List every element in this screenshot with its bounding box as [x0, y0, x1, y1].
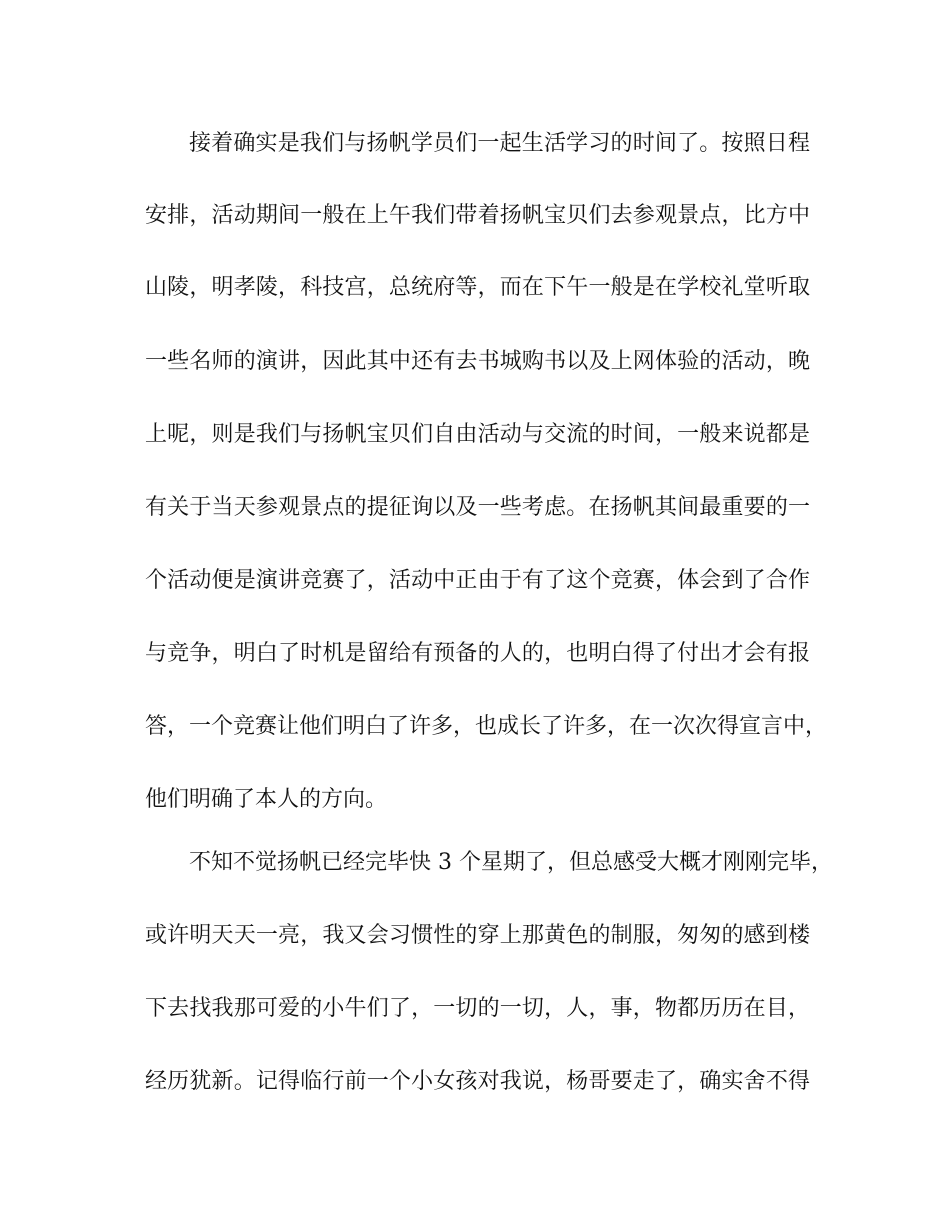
text-line: 个活动便是演讲竞赛了，活动中正由于有了这个竞赛，体会到了合作: [145, 568, 810, 593]
text-line: 或许明天天一亮，我又会习惯性的穿上那黄色的制服，匆匆的感到楼: [145, 923, 810, 948]
text-line: 经历犹新。记得临行前一个小女孩对我说，杨哥要走了，确实舍不得: [145, 1069, 810, 1094]
text-line: 不知不觉扬帆已经完毕快 3 个星期了，但总感受大概才刚刚完毕，: [189, 850, 833, 875]
text-line: 他们明确了本人的方向。: [145, 787, 388, 812]
text-line: 上呢，则是我们与扬帆宝贝们自由活动与交流的时间，一般来说都是: [145, 422, 810, 447]
text-line: 一些名师的演讲，因此其中还有去书城购书以及上网体验的活动，晚: [145, 349, 810, 374]
text-line: 山陵，明孝陵，科技宫，总统府等，而在下午一般是在学校礼堂听取: [145, 275, 810, 300]
text-line: 与竞争，明白了时机是留给有预备的人的，也明白得了付出才会有报: [145, 641, 810, 666]
text-line: 下去找我那可爱的小牛们了，一切的一切，人，事，物都历历在目，: [145, 996, 810, 1021]
text-line: 答，一个竞赛让他们明白了许多，也成长了许多，在一次次得宣言中，: [145, 714, 828, 739]
text-line: 有关于当天参观景点的提征询以及一些考虑。在扬帆其间最重要的一: [145, 495, 810, 520]
text-line: 接着确实是我们与扬帆学员们一起生活学习的时间了。按照日程: [189, 131, 810, 156]
text-line: 安排，活动期间一般在上午我们带着扬帆宝贝们去参观景点，比方中: [145, 203, 810, 228]
